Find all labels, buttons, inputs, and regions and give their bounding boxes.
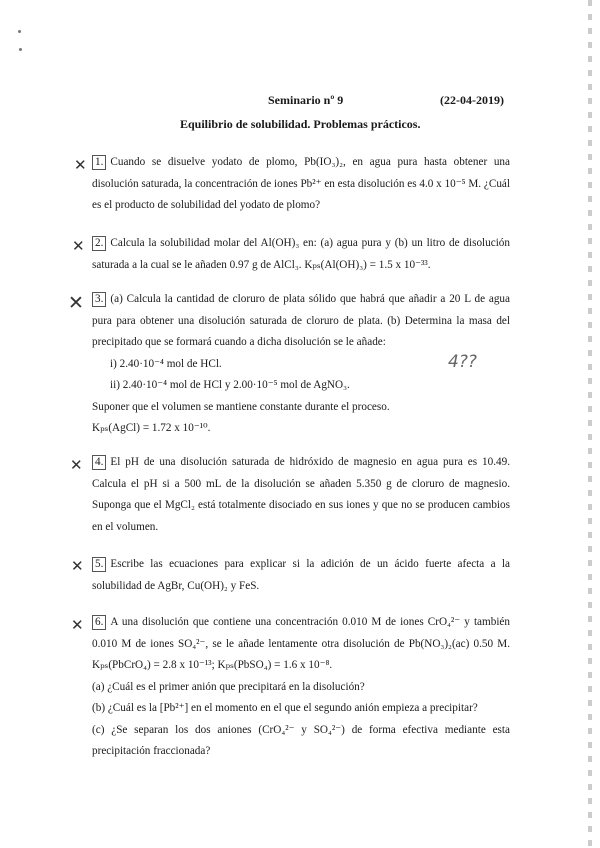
problem-constant: Kₚₛ(AgCl) = 1.72 x 10⁻¹⁰.: [92, 422, 211, 434]
cross-mark-icon: ✕: [71, 557, 84, 575]
problem-text: Cuando se disuelve yodato de plomo, Pb(IO₃)₂, en agua pura hasta obtener una disolución saturada, la concentración de iones Pb²⁺ en esta disolución es 4.0 x 10⁻⁵ M. ¿Cuál es el producto de solubilidad del yodato de plomo?: [92, 156, 510, 211]
problem-text: Calcula la solubilidad molar del Al(OH)₃ en: (a) agua pura y (b) un litro de disolución saturada a la cual se le añaden 0.97 g de AlCl₃. Kₚₛ(Al(OH)₃) = 1.5 x 10⁻³³.: [92, 237, 510, 271]
problem-1: [92, 152, 510, 217]
cross-mark-icon: ✕: [70, 456, 83, 474]
seminar-subtitle: Equilibrio de solubilidad. Problemas prácticos.: [180, 117, 421, 131]
problem-text: Escribe las ecuaciones para explicar si la adición de un ácido fuerte afecta a la solubilidad de AgBr, Cu(OH)₂ y FeS.: [92, 558, 510, 592]
handwritten-note: 4??: [448, 352, 477, 372]
seminar-date: (22-04-2019): [440, 93, 504, 107]
problem-item: ii) 2.40·10⁻⁴ mol de HCl y 2.00·10⁻⁵ mol de AgNO₃.: [110, 379, 350, 391]
problem-text: (a) Calcula la cantidad de cloruro de plata sólido que habrá que añadir a 20 L de agua pura para obtener una disolución saturada de cloruro de plata. (b) Determina la masa del precipitado que se formará cuando a dicha disolución se le añade:: [92, 293, 510, 348]
problem-number: 3.: [92, 292, 106, 307]
scan-edge: [588, 0, 592, 848]
problem-5: [92, 554, 510, 597]
scan-speck: [18, 30, 21, 33]
problem-text: El pH de una disolución saturada de hidróxido de magnesio en agua pura es 10.49. Calcula el pH si a 500 mL de la disolución se añaden 5.350 g de cloruro de magnesio. Suponga que el MgCl₂ está totalmente disociado en sus iones y que no se producen cambios en el volumen.: [92, 456, 510, 533]
problem-number: 2.: [92, 236, 106, 251]
cross-mark-icon: ✕: [71, 616, 84, 634]
problem-number: 6.: [92, 615, 106, 630]
problem-number: 1.: [92, 155, 106, 170]
cross-mark-icon: ✕: [72, 237, 85, 255]
problem-2: [92, 233, 510, 276]
cross-mark-icon: ✕: [74, 156, 87, 174]
problem-item: (a) ¿Cuál es el primer anión que precipitará en la disolución?: [92, 680, 365, 693]
problem-note: Suponer que el volumen se mantiene constante durante el proceso.: [92, 400, 390, 413]
problem-item: (c) ¿Se separan los dos aniones (CrO₄²⁻ y SO₄²⁻) de forma efectiva mediante esta precipitación fraccionada?: [92, 723, 510, 757]
problem-item: (b) ¿Cuál es la [Pb²⁺] en el momento en el que el segundo anión empieza a precipitar?: [92, 702, 478, 714]
problem-text: A una disolución que contiene una concentración 0.010 M de iones CrO₄²⁻ y también 0.010 M de iones SO₄²⁻, se le añade lentamente otra disolución de Pb(NO₃)₂(ac) 0.50 M. Kₚₛ(PbCrO₄) = 2.8 x 10⁻¹³; Kₚₛ(PbSO₄) = 1.6 x 10⁻⁸.: [92, 616, 510, 671]
scan-speck: [19, 48, 22, 51]
problem-4: [92, 452, 510, 538]
cross-mark-icon: ✕: [68, 292, 84, 314]
problem-6: [92, 612, 510, 763]
problem-item: i) 2.40·10⁻⁴ mol de HCl.: [110, 357, 222, 370]
problem-number: 4.: [92, 455, 106, 470]
problem-number: 5.: [92, 557, 106, 572]
seminar-title: Seminario nº 9: [268, 93, 344, 107]
